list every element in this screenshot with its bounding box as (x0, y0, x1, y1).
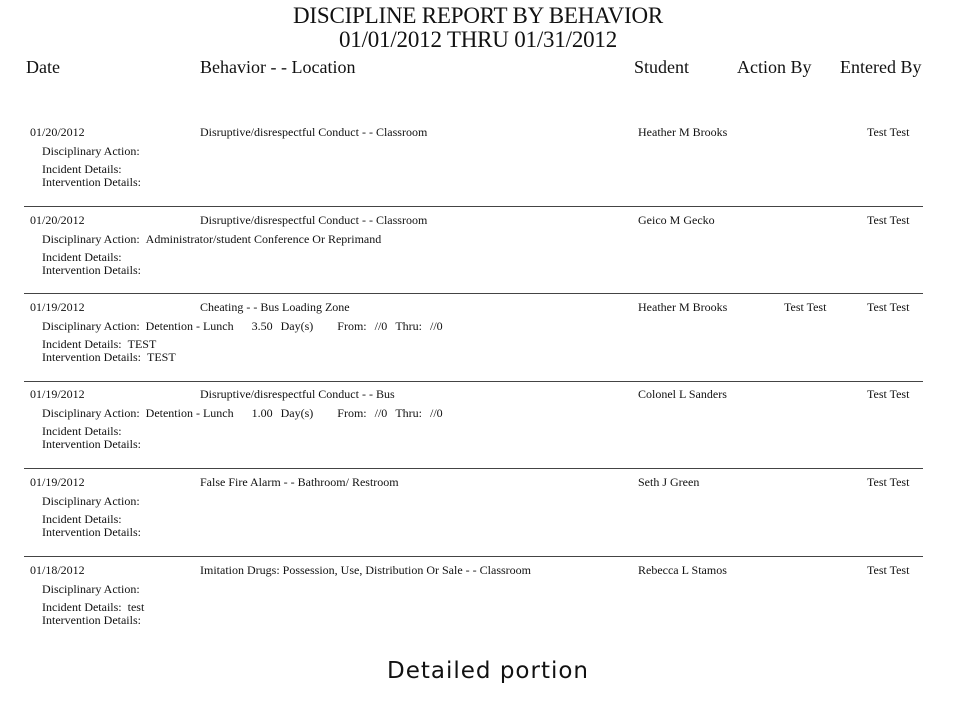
disciplinary-action-line (42, 494, 146, 508)
days-value: 3.50 (251, 319, 273, 333)
incident-details-label: Incident Details: (42, 424, 122, 438)
record-behavior-location: Disruptive/disrespectful Conduct - - Classroom (200, 125, 428, 139)
intervention-details-line (42, 350, 176, 364)
intervention-details-label: Intervention Details: (42, 175, 141, 189)
incident-details-value (122, 162, 128, 176)
incident-details-label: Incident Details: (42, 162, 122, 176)
record-divider (24, 556, 923, 557)
days-label: Day(s) (280, 319, 314, 333)
record-entered-by: Test Test (867, 475, 910, 489)
record-behavior-location: Imitation Drugs: Possession, Use, Distribution Or Sale - - Classroom (200, 563, 531, 577)
intervention-details-label: Intervention Details: (42, 525, 141, 539)
disciplinary-action-value (140, 494, 146, 508)
intervention-details-line (42, 263, 147, 277)
slide-caption: Detailed portion (387, 658, 589, 684)
intervention-details-line (42, 613, 147, 627)
report-record (0, 563, 960, 651)
thru-value: //0 (429, 319, 443, 333)
intervention-details-value (141, 437, 147, 451)
incident-details-line (42, 600, 144, 614)
disciplinary-action-line (42, 406, 443, 420)
incident-details-label: Incident Details: (42, 337, 122, 351)
record-entered-by: Test Test (867, 300, 910, 314)
record-entered-by: Test Test (867, 213, 910, 227)
intervention-details-label: Intervention Details: (42, 350, 141, 364)
column-header-entered-by: Entered By (840, 57, 922, 77)
column-header-action-by: Action By (737, 57, 812, 77)
intervention-details-label: Intervention Details: (42, 437, 141, 451)
record-date: 01/20/2012 (30, 125, 85, 139)
incident-details-line (42, 424, 128, 438)
incident-details-line (42, 337, 156, 351)
incident-details-value: TEST (127, 337, 157, 351)
record-divider (24, 206, 923, 207)
intervention-details-line (42, 437, 147, 451)
record-date: 01/19/2012 (30, 387, 85, 401)
disciplinary-action-label: Disciplinary Action: (42, 582, 140, 596)
report-record (0, 125, 960, 213)
disciplinary-action-label: Disciplinary Action: (42, 406, 140, 420)
record-divider (24, 468, 923, 469)
intervention-details-value (141, 525, 147, 539)
disciplinary-action-line (42, 582, 146, 596)
record-divider (24, 293, 923, 294)
record-date: 01/20/2012 (30, 213, 85, 227)
incident-details-line (42, 512, 128, 526)
disciplinary-action-line (42, 144, 146, 158)
disciplinary-action-value (140, 144, 146, 158)
disciplinary-action-value: Detention - Lunch (145, 406, 234, 420)
record-behavior-location: Cheating - - Bus Loading Zone (200, 300, 350, 314)
intervention-details-label: Intervention Details: (42, 613, 141, 627)
report-record (0, 300, 960, 388)
report-record (0, 213, 960, 301)
record-behavior-location: False Fire Alarm - - Bathroom/ Restroom (200, 475, 399, 489)
disciplinary-action-label: Disciplinary Action: (42, 319, 140, 333)
record-behavior-location: Disruptive/disrespectful Conduct - - Bus (200, 387, 395, 401)
record-student: Geico M Gecko (638, 213, 715, 227)
disciplinary-action-line (42, 319, 443, 333)
incident-details-line (42, 250, 128, 264)
incident-details-value (122, 512, 128, 526)
from-label: From: (337, 319, 367, 333)
days-value: 1.00 (251, 406, 273, 420)
record-entered-by: Test Test (867, 387, 910, 401)
record-entered-by: Test Test (867, 125, 910, 139)
disciplinary-action-label: Disciplinary Action: (42, 232, 140, 246)
disciplinary-action-value: Detention - Lunch (145, 319, 234, 333)
from-value: //0 (374, 319, 388, 333)
record-student: Seth J Green (638, 475, 700, 489)
record-student: Heather M Brooks (638, 125, 728, 139)
incident-details-value (122, 250, 128, 264)
record-action-by: Test Test (784, 300, 827, 314)
incident-details-label: Incident Details: (42, 512, 122, 526)
disciplinary-action-value: Administrator/student Conference Or Reprimand (145, 232, 382, 246)
report-title: DISCIPLINE REPORT BY BEHAVIOR (292, 3, 664, 28)
intervention-details-value (141, 175, 147, 189)
from-value: //0 (374, 406, 388, 420)
disciplinary-action-value (140, 582, 146, 596)
disciplinary-action-label: Disciplinary Action: (42, 494, 140, 508)
intervention-details-label: Intervention Details: (42, 263, 141, 277)
incident-details-value: test (127, 600, 145, 614)
thru-value: //0 (429, 406, 443, 420)
record-date: 01/19/2012 (30, 300, 85, 314)
incident-details-label: Incident Details: (42, 250, 122, 264)
intervention-details-line (42, 175, 147, 189)
record-behavior-location: Disruptive/disrespectful Conduct - - Classroom (200, 213, 428, 227)
intervention-details-value (141, 263, 147, 277)
column-header-date: Date (26, 57, 60, 77)
intervention-details-value: TEST (146, 350, 176, 364)
report-date-range: 01/01/2012 THRU 01/31/2012 (338, 27, 618, 52)
record-student: Heather M Brooks (638, 300, 728, 314)
from-label: From: (337, 406, 367, 420)
record-divider (24, 381, 923, 382)
thru-label: Thru: (395, 319, 422, 333)
days-label: Day(s) (280, 406, 314, 420)
incident-details-value (122, 424, 128, 438)
record-student: Colonel L Sanders (638, 387, 727, 401)
incident-details-line (42, 162, 128, 176)
record-date: 01/18/2012 (30, 563, 85, 577)
record-entered-by: Test Test (867, 563, 910, 577)
disciplinary-action-line (42, 232, 381, 246)
intervention-details-line (42, 525, 147, 539)
report-record (0, 475, 960, 563)
disciplinary-action-label: Disciplinary Action: (42, 144, 140, 158)
column-header-student: Student (634, 57, 690, 77)
column-header-behavior-location: Behavior - - Location (200, 57, 356, 77)
incident-details-label: Incident Details: (42, 600, 122, 614)
report-record (0, 387, 960, 475)
intervention-details-value (141, 613, 147, 627)
record-date: 01/19/2012 (30, 475, 85, 489)
record-student: Rebecca L Stamos (638, 563, 727, 577)
thru-label: Thru: (395, 406, 422, 420)
